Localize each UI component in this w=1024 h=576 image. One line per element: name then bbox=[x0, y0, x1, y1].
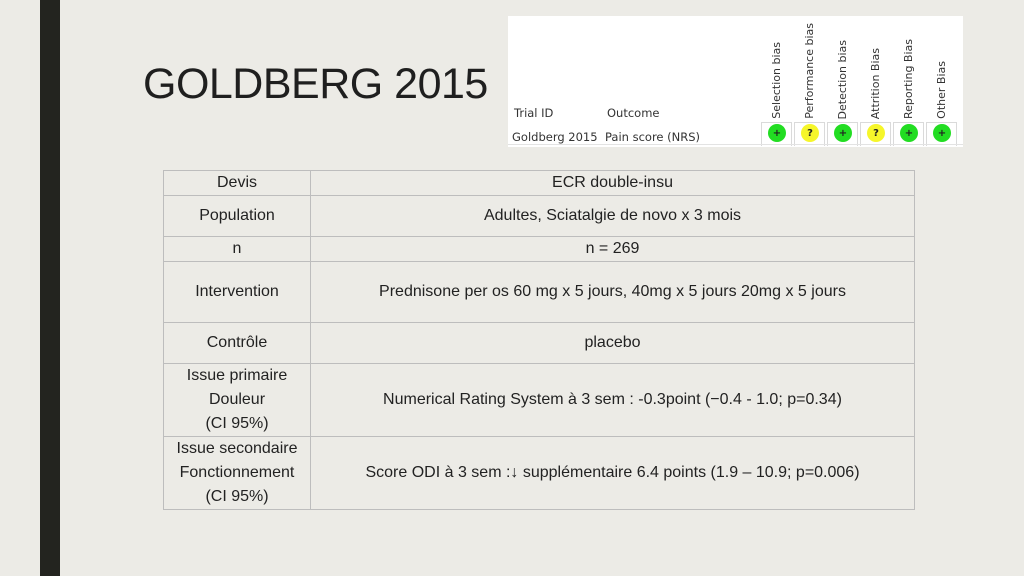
left-accent-bar bbox=[40, 0, 60, 576]
bias-label-performance: Performance bias bbox=[803, 23, 816, 119]
table-row bbox=[164, 237, 915, 262]
judgement-dot-performance: ? bbox=[801, 124, 819, 142]
row-value: Numerical Rating System à 3 sem : -0.3point (−0.4 - 1.0; p=0.34) bbox=[311, 364, 915, 437]
row-label: Issue primaire Douleur (CI 95%) bbox=[164, 364, 311, 437]
table-row bbox=[164, 323, 915, 364]
row-label: Issue secondaire Fonctionnement (CI 95%) bbox=[164, 437, 311, 510]
judgement-dot-selection: + bbox=[768, 124, 786, 142]
row-value: Score ODI à 3 sem :↓ supplémentaire 6.4 points (1.9 – 10.9; p=0.006) bbox=[311, 437, 915, 510]
bias-label-other: Other Bias bbox=[935, 61, 948, 119]
judgement-dot-attrition: ? bbox=[867, 124, 885, 142]
judgement-dot-other: + bbox=[933, 124, 951, 142]
bias-label-detection: Detection bias bbox=[836, 39, 849, 119]
table-row bbox=[164, 196, 915, 237]
row-value: placebo bbox=[311, 323, 915, 364]
row-value: Adultes, Sciatalgie de novo x 3 mois bbox=[311, 196, 915, 237]
table-row bbox=[164, 364, 915, 437]
bias-label-attrition: Attrition Bias bbox=[869, 47, 882, 119]
slide-title: GOLDBERG 2015 bbox=[143, 60, 488, 108]
outcome-value: Pain score (NRS) bbox=[605, 130, 701, 144]
row-label: Intervention bbox=[164, 262, 311, 323]
risk-of-bias-figure bbox=[508, 16, 963, 147]
row-divider bbox=[508, 144, 963, 145]
bias-label-selection: Selection bias bbox=[770, 42, 783, 119]
row-label: Devis bbox=[164, 171, 311, 196]
row-label: n bbox=[164, 237, 311, 262]
trial-id-header: Trial ID bbox=[514, 106, 554, 120]
study-summary-table bbox=[163, 170, 915, 510]
table-row bbox=[164, 437, 915, 510]
bias-label-reporting: Reporting Bias bbox=[902, 38, 915, 119]
row-value: Prednisone per os 60 mg x 5 jours, 40mg x 5 jours 20mg x 5 jours bbox=[311, 262, 915, 323]
row-label: Contrôle bbox=[164, 323, 311, 364]
judgement-dot-reporting: + bbox=[900, 124, 918, 142]
table-row bbox=[164, 262, 915, 323]
row-label: Population bbox=[164, 196, 311, 237]
row-value: ECR double-insu bbox=[311, 171, 915, 196]
outcome-header: Outcome bbox=[607, 106, 660, 120]
trial-id-value: Goldberg 2015 bbox=[512, 130, 598, 144]
row-value: n = 269 bbox=[311, 237, 915, 262]
judgement-dot-detection: + bbox=[834, 124, 852, 142]
table-row bbox=[164, 171, 915, 196]
